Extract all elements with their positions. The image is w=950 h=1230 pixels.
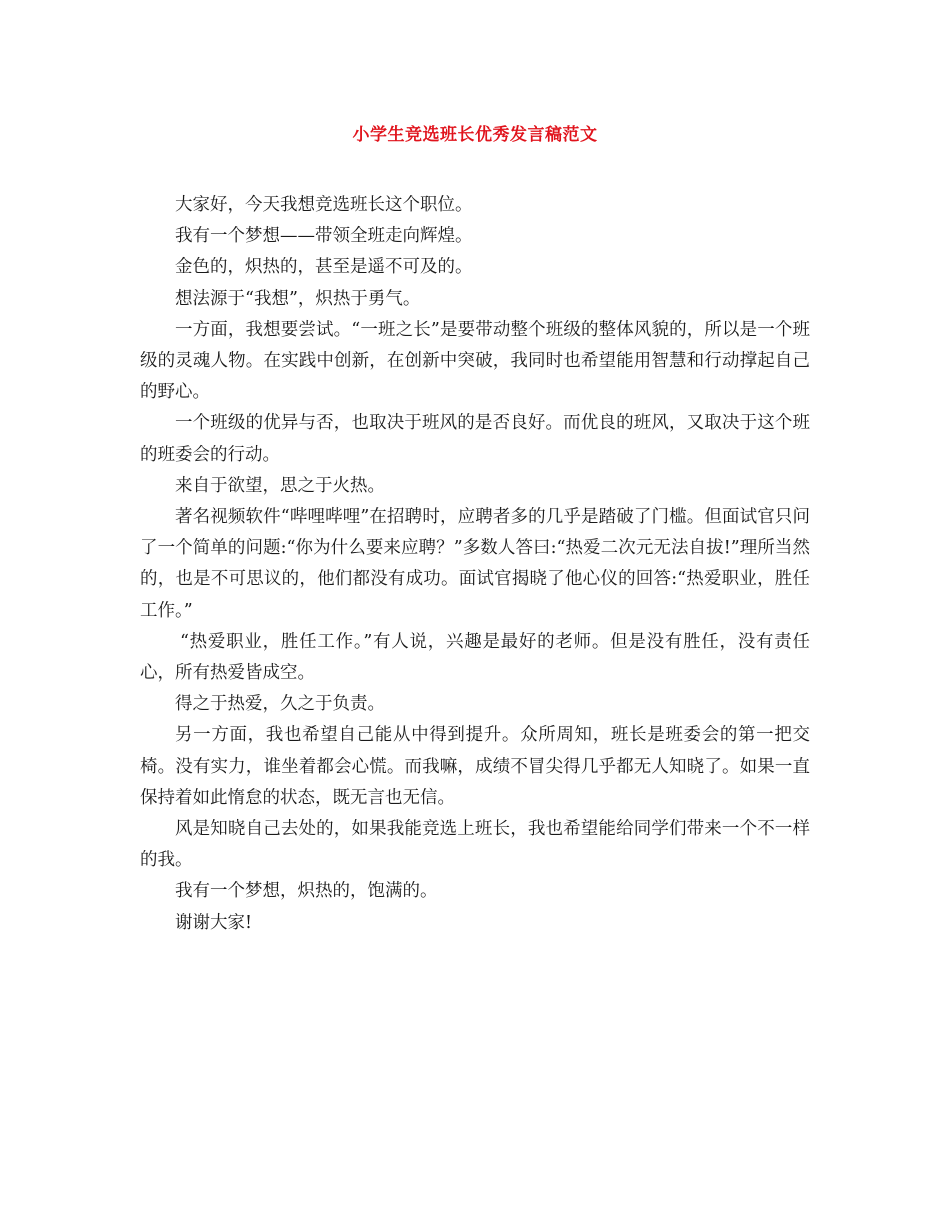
paragraph: 大家好，今天我想竞选班长这个职位。	[175, 195, 473, 215]
document-body	[140, 190, 810, 939]
paragraph: 一个班级的优异与否，也取决于班风的是否良好。而优良的班风，又取决于这个班的班委会的行动。	[140, 413, 810, 465]
paragraph: 得之于热爱，久之于负责。	[175, 694, 385, 715]
paragraph: 来自于欲望，思之于火热。	[175, 475, 385, 496]
paragraph: 一方面，我想要尝试。“一班之长”是要带动整个班级的整体风貌的，所以是一个班级的灵魂人物。在实践中创新，在创新中突破，我同时也希望能用智慧和行动撑起自己的野心。	[140, 319, 810, 403]
paragraph: 想法源于“我想”，炽热于勇气。	[175, 288, 421, 309]
paragraph: 我有一个梦想——带领全班走向辉煌。	[175, 226, 473, 247]
paragraph: 风是知晓自己去处的，如果我能竞选上班长，我也希望能给同学们带来一个不一样的我。	[140, 819, 810, 871]
document-title: 小学生竞选班长优秀发言稿范文	[352, 125, 598, 145]
paragraph: “热爱职业，胜任工作。”有人说，兴趣是最好的老师。但是没有胜任，没有责任心，所有热爱皆成空。	[140, 631, 810, 684]
paragraph: 另一方面，我也希望自己能从中得到提升。众所周知，班长是班委会的第一把交椅。没有实力，谁坐着都会心慌。而我嘛，成绩不冒尖得几乎都无人知晓了。如果一直保持着如此惰怠的状态，既无言也无信。	[140, 725, 810, 808]
paragraph: 金色的，炽热的，甚至是遥不可及的。	[175, 257, 473, 278]
paragraph: 著名视频软件“哔哩哔哩”在招聘时，应聘者多的几乎是踏破了门槛。但面试官只问了一个简单的问题:“你为什么要来应聘？”多数人答曰:“热爱二次元无法自拔!”理所当然的，也是不可思议的，他们都没有成功。面试官揭晓了他心仪的回答:“热爱职业，胜任工作。”	[140, 507, 810, 621]
paragraph: 我有一个梦想，炽热的，饱满的。	[175, 881, 438, 902]
paragraph: 谢谢大家!	[175, 912, 253, 933]
